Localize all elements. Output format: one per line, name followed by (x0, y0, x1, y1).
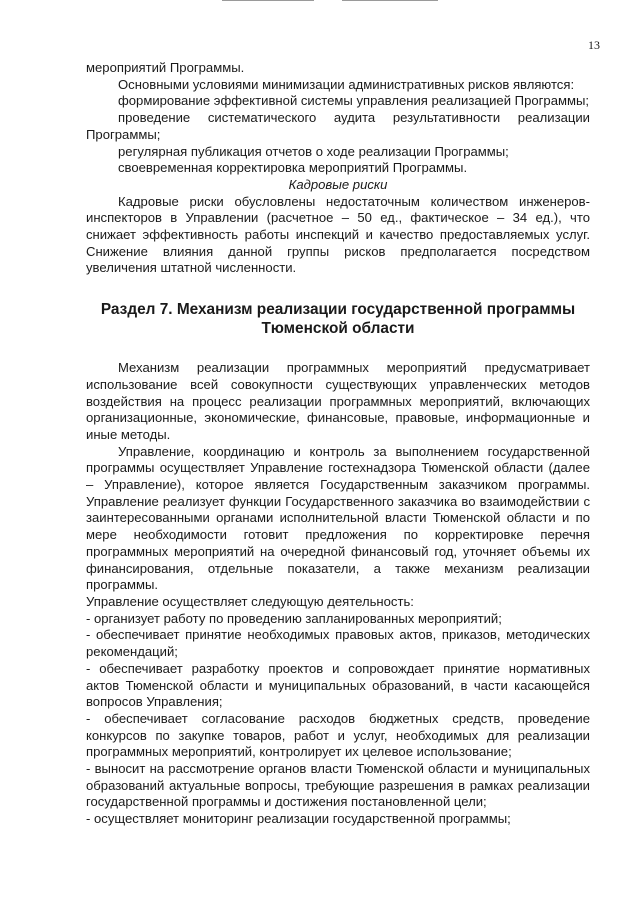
section-title: Раздел 7. Механизм реализации государственной программы Тюменской области (100, 301, 576, 338)
top-edge-line (222, 0, 314, 1)
paragraph: Кадровые риски обусловлены недостаточным количеством инженеров-инспекторов в Управлении (расчетное – 50 ед., фактическое – 34 ед.), что снижает эффективность работы инспекций и качество предоставляемых услуг. Снижение влияния данной группы рисков предполагается посредством увеличения штатной численности. (86, 193, 590, 276)
paragraph: - осуществляет мониторинг реализации государственной программы; (86, 811, 511, 827)
paragraph: мероприятий Программы. (86, 60, 245, 75)
paragraph: Управление осуществляет следующую деятельность: (86, 593, 414, 609)
page-number: 13 (588, 38, 600, 52)
paragraph: регулярная публикация отчетов о ходе реализации Программы; (118, 143, 509, 159)
subheading: Кадровые риски (288, 176, 388, 192)
text-block-after-section (86, 360, 590, 828)
paragraph: Управление, координацию и контроль за выполнением государственной программы осуществляет Управление гостехнадзора Тюменской области (далее – Управление), которое является Государственным заказчиком программы. Управление реализует функции Государственного заказчика во взаимодействии с заинтересованными органами исполнительной власти Тюменской области и по мере необходимости готовит предложения по корректировке перечня программных мероприятий на очередной финансовый год, уточняет объемы их финансирования, отдельные показатели, а также механизм реализации программы. (86, 443, 590, 593)
paragraph: формирование эффективной системы управления реализацией Программы; (118, 93, 590, 109)
paragraph: - организует работу по проведению запланированных мероприятий; (86, 610, 502, 626)
paragraph: проведение систематического аудита результативности реализации Программы; (86, 110, 590, 142)
paragraph: - обеспечивает согласование расходов бюджетных средств, проведение конкурсов по закупке товаров, работ и услуг, необходимых для реализации программных мероприятий, контролирует их целевое использование; (86, 710, 590, 760)
paragraph: Основными условиями минимизации административных рисков являются: (118, 76, 575, 92)
paragraph: - обеспечивает разработку проектов и сопровождает принятие нормативных актов Тюменской области и муниципальных образований, в части касающейся вопросов Управления; (86, 660, 590, 710)
paragraph: - обеспечивает принятие необходимых правовых актов, приказов, методических рекомендаций; (86, 627, 590, 660)
paragraph: Механизм реализации программных мероприятий предусматривает использование всей совокупности существующих управленческих методов воздействия на процесс реализации программных мероприятий, включающих организационные, экономические, финансовые, правовые, информационные и иные методы. (86, 360, 590, 442)
page-content (86, 60, 590, 828)
paragraph: - выносит на рассмотрение органов власти Тюменской области и муниципальных образований актуальные вопросы, требующие разрешения в рамках реализации государственной программы и достижения постановленной цели; (86, 761, 590, 810)
paragraph: своевременная корректировка мероприятий Программы. (118, 160, 468, 176)
text-block-before-section (86, 60, 590, 277)
top-edge-line (342, 0, 438, 1)
